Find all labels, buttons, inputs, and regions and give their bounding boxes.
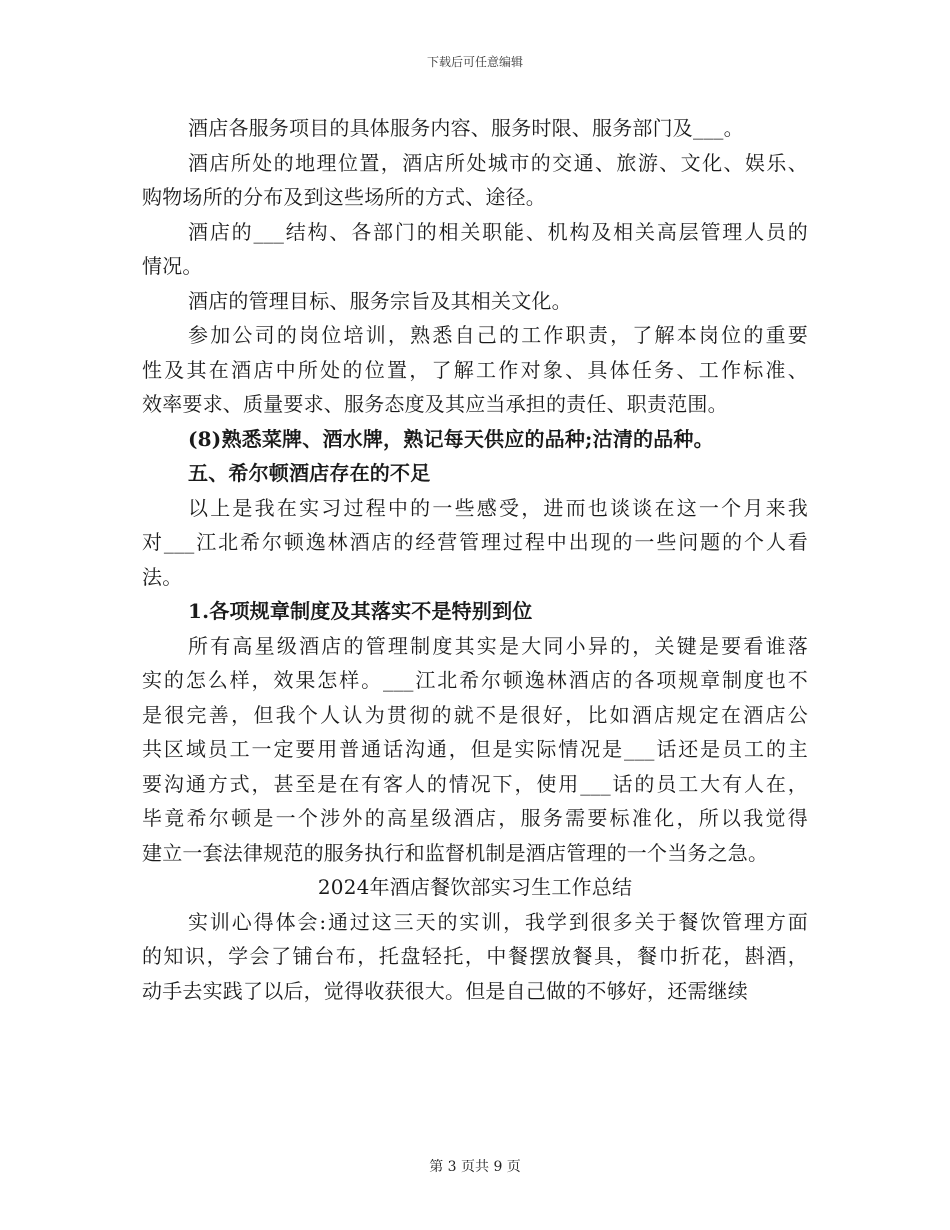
paragraph-line: 要沟通方式，甚至是在有客人的情况下，使用___话的员工大有人在， [142, 771, 808, 796]
paragraph-line: 对___江北希尔顿逸林酒店的经营管理过程中出现的一些问题的个人看 [142, 530, 808, 554]
paragraph-line: 共区域员工一定要用普通话沟通，但是实际情况是___话还是员工的主 [142, 737, 808, 761]
page-number-footer: 第 3 页共 9 页 [429, 1159, 521, 1175]
paragraph-line: 实的怎么样，效果怎样。___江北希尔顿逸林酒店的各项规章制度也不 [142, 668, 808, 692]
paragraph-line: 毕竟希尔顿是一个涉外的高星级酒店，服务需要标准化，所以我觉得 [142, 806, 808, 830]
paragraph-line: 酒店的管理目标、服务宗旨及其相关文化。 [188, 288, 572, 313]
paragraph-line: 酒店所处的地理位置，酒店所处城市的交通、旅游、文化、娱乐、 [188, 150, 808, 175]
paragraph-line: 效率要求、质量要求、服务态度及其应当承担的责任、职责范围。 [142, 392, 728, 416]
paragraph-line: 性及其在酒店中所处的位置，了解工作对象、具体任务、工作标准、 [142, 357, 808, 382]
paragraph-line: 的知识，学会了铺台布，托盘轻托，中餐摆放餐具，餐巾折花，斟酒， [142, 944, 808, 968]
paragraph-line: 酒店的___结构、各部门的相关职能、机构及相关高层管理人员的 [188, 219, 808, 244]
bold-item-line: (8)熟悉菜牌、酒水牌，熟记每天供应的品种;沽清的品种。 [188, 426, 714, 451]
section-heading: 五、希尔顿酒店存在的不足 [188, 461, 431, 485]
paragraph-line: 动手去实践了以后，觉得收获很大。但是自己做的不够好，还需继续 [142, 978, 748, 1003]
document-body [142, 111, 808, 1008]
paragraph-line: 购物场所的分布及到这些场所的方式、途径。 [142, 185, 546, 209]
paragraph-line: 实训心得体会:通过这三天的实训，我学到很多关于餐饮管理方面 [188, 909, 808, 934]
paragraph-line: 以上是我在实习过程中的一些感受，进而也谈谈在这一个月来我 [188, 495, 808, 520]
paragraph-line: 情况。 [142, 254, 203, 278]
document-title: 2024年酒店餐饮部实习生工作总结 [317, 875, 633, 899]
paragraph-line: 法。 [142, 564, 183, 589]
paragraph-line: 建立一套法律规范的服务执行和监督机制是酒店管理的一个当务之急。 [142, 840, 769, 865]
paragraph-line: 所有高星级酒店的管理制度其实是大同小异的，关键是要看谁落 [188, 633, 808, 658]
page-header-note: 下载后可任意编辑 [426, 55, 523, 69]
paragraph-line: 酒店各服务项目的具体服务内容、服务时限、服务部门及___。 [188, 116, 744, 140]
subsection-heading: 1.各项规章制度及其落实不是特别到位 [188, 599, 533, 623]
paragraph-line: 是很完善，但我个人认为贯彻的就不是很好，比如酒店规定在酒店公 [142, 702, 808, 727]
paragraph-line: 参加公司的岗位培训，熟悉自己的工作职责，了解本岗位的重要 [188, 323, 808, 347]
